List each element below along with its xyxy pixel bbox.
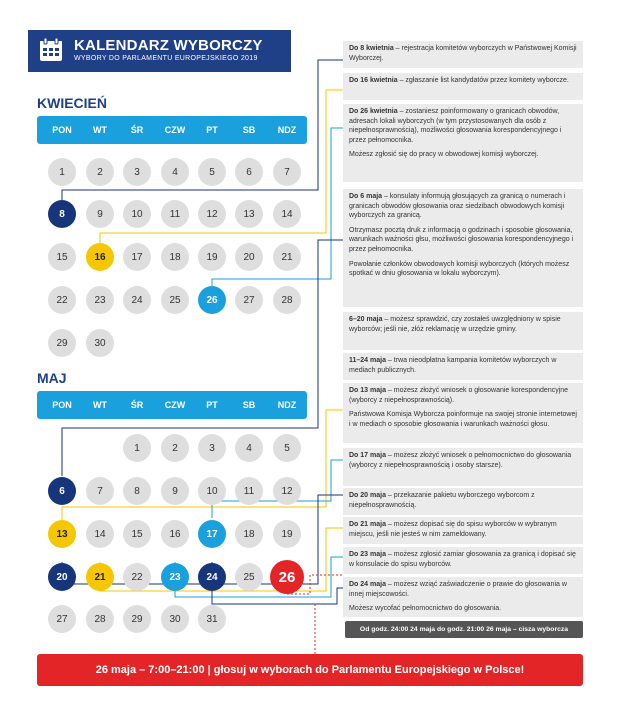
may-day: 22 <box>123 563 151 591</box>
weekday-wed: ŚR <box>130 125 144 135</box>
event-date: Do 13 maja <box>349 387 386 394</box>
event-text: – możesz zgłosić zamiar głosowania za granicą i dopisać się w konsulacie do spisu wyborców. <box>349 551 576 568</box>
april-day: 15 <box>48 243 76 271</box>
april-day: 30 <box>86 329 114 357</box>
may-day: 29 <box>123 605 151 633</box>
april-day: 3 <box>123 158 151 186</box>
april-day: 11 <box>161 200 189 228</box>
weekday-sun: NDZ <box>277 400 297 410</box>
april-day: 18 <box>161 243 189 271</box>
may-day: 4 <box>235 434 263 462</box>
may-day: 19 <box>273 520 301 548</box>
april-day: 12 <box>198 200 226 228</box>
april-day: 28 <box>273 286 301 314</box>
event-date: Do 23 maja <box>349 551 386 558</box>
weekday-thu: CZW <box>164 125 186 135</box>
election-silence-note: Od godz. 24:00 24 maja do godz. 21:00 26 maja – cisza wyborcza <box>345 621 583 638</box>
event-date: 11–24 maja <box>349 357 386 364</box>
may-day: 2 <box>161 434 189 462</box>
event-date: Do 20 maja <box>349 492 386 499</box>
weekday-fri: PT <box>206 125 218 135</box>
event-box <box>343 73 583 100</box>
may-day: 8 <box>123 477 151 505</box>
weekday-bar-april <box>37 116 307 144</box>
weekday-fri: PT <box>206 400 218 410</box>
may-day: 28 <box>86 605 114 633</box>
may-day: 27 <box>48 605 76 633</box>
april-day: 24 <box>123 286 151 314</box>
event-box <box>343 547 583 574</box>
event-extra: Otrzymasz pocztą druk z informacją o godzinach i sposobie głosowania, warunkach ważności głsu, możliwości głosowania korespondencyjnego i przez pełnomocnika. <box>349 226 574 253</box>
april-day: 25 <box>161 286 189 314</box>
event-date: Do 17 maja <box>349 452 386 459</box>
event-extra: Możesz wycofać pełnomocnictwo do głosowania. <box>349 605 502 613</box>
april-day: 21 <box>273 243 301 271</box>
event-date: Do 16 kwietnia <box>349 77 398 84</box>
event-box <box>343 353 583 380</box>
event-text: – możesz wziąć zaświadczenie o prawie do głosowania w innej miejscowości. <box>349 581 567 598</box>
may-day: 5 <box>273 434 301 462</box>
april-day: 10 <box>123 200 151 228</box>
event-text: – możesz złożyć wniosek o pełnomocnictwo do głosowania (wyborcy z niepełnosprawnością i osoby starsze). <box>349 452 572 469</box>
may-day: 20 <box>48 563 76 591</box>
may-day: 18 <box>235 520 263 548</box>
may-day: 3 <box>198 434 226 462</box>
weekday-tue: WT <box>93 125 107 135</box>
weekday-wed: ŚR <box>130 400 144 410</box>
may-day: 14 <box>86 520 114 548</box>
weekday-mon: PON <box>52 400 72 410</box>
may-day: 10 <box>198 477 226 505</box>
april-day: 14 <box>273 200 301 228</box>
event-box <box>343 383 583 443</box>
may-day: 25 <box>235 563 263 591</box>
event-date: Do 24 maja <box>349 581 386 588</box>
april-day: 1 <box>48 158 76 186</box>
event-extra: Państwowa Komisja Wyborcza poinformuje na swojej stronie internetowej i w mediach o sposobie głosowania i warunkach ważności głosu. <box>349 411 577 428</box>
month-april: KWIECIEŃ <box>37 95 107 111</box>
may-day: 1 <box>123 434 151 462</box>
month-may: MAJ <box>37 370 67 386</box>
event-text: – możesz dopisać się do spisu wyborców w wybranym miejscu, jeśli nie jesteś w nim zameldowany. <box>349 521 557 538</box>
may-day: 9 <box>161 477 189 505</box>
event-date: Do 26 kwietnia <box>349 108 398 115</box>
april-day: 17 <box>123 243 151 271</box>
weekday-sat: SB <box>242 400 256 410</box>
event-text: – konsulaty informują głosujących za granicą o numerach i granicach obwodów głosowania oraz siedzibach obwodowych komisji wyborczych za granicą. <box>349 193 566 220</box>
april-day: 4 <box>161 158 189 186</box>
may-day: 15 <box>123 520 151 548</box>
april-day: 26 <box>198 286 226 314</box>
event-date: Do 6 maja <box>349 193 383 200</box>
may-day: 17 <box>198 520 226 548</box>
event-extra: Powołanie członków obwodowych komisji wyborczych (których możesz spotkać w dniu głosowania w lokalu wyborczym). <box>349 260 570 278</box>
weekday-sat: SB <box>242 125 256 135</box>
may-day: 24 <box>198 563 226 591</box>
event-date: Do 21 maja <box>349 521 386 528</box>
event-text: – możesz złożyć wniosek o głosowanie korespondencyjne (wyborcy z niepełnosprawnością). <box>349 387 569 404</box>
event-box <box>343 488 583 515</box>
may-day: 13 <box>48 520 76 548</box>
april-day: 29 <box>48 329 76 357</box>
event-date: 6–20 maja <box>349 316 383 323</box>
april-day: 6 <box>235 158 263 186</box>
may-day: 30 <box>161 605 189 633</box>
event-text: – możesz sprawdzić, czy zostałeś uwzględniony w spisie wyborców; jeśli nie, złóż reklamację w urzędzie gminy. <box>349 316 561 333</box>
weekday-sun: NDZ <box>277 125 297 135</box>
event-text: – zgłaszanie list kandydatów przez komitety wyborcze. <box>397 77 569 84</box>
may-day: 12 <box>273 477 301 505</box>
april-day: 8 <box>48 200 76 228</box>
event-box <box>343 312 583 350</box>
may-day: 21 <box>86 563 114 591</box>
event-box <box>343 104 583 182</box>
weekday-mon: PON <box>52 125 72 135</box>
may-day: 16 <box>161 520 189 548</box>
april-day: 5 <box>198 158 226 186</box>
april-day: 19 <box>198 243 226 271</box>
april-day: 23 <box>86 286 114 314</box>
april-day: 7 <box>273 158 301 186</box>
header-title: KALENDARZ WYBORCZY <box>74 37 263 54</box>
april-day: 2 <box>86 158 114 186</box>
april-day: 9 <box>86 200 114 228</box>
election-day-banner: 26 maja – 7:00–21:00 | głosuj w wyborach do Parlamentu Europejskiego w Polsce! <box>37 654 583 686</box>
weekday-bar-may <box>37 391 307 419</box>
event-box <box>343 41 583 68</box>
event-text: – trwa nieodpłatna kampania komitetów wyborczych w mediach publicznych. <box>349 357 557 374</box>
event-text: – rejestracja komitetów wyborczych w Państwowej Komisji Wyborczej. <box>349 45 577 62</box>
may-day: 7 <box>86 477 114 505</box>
event-box <box>343 448 583 486</box>
event-date: Do 8 kwietnia <box>349 45 394 52</box>
april-day: 20 <box>235 243 263 271</box>
event-box <box>343 189 583 307</box>
may-day: 26 <box>270 560 304 594</box>
event-box <box>343 517 583 544</box>
april-day: 27 <box>235 286 263 314</box>
may-day: 6 <box>48 477 76 505</box>
may-day: 31 <box>198 605 226 633</box>
may-day: 23 <box>161 563 189 591</box>
event-extra: Możesz zgłosić się do pracy w obwodowej komisji wyborczej. <box>349 151 539 159</box>
weekday-tue: WT <box>93 400 107 410</box>
april-day: 13 <box>235 200 263 228</box>
header-subtitle: WYBORY DO PARLAMENTU EUROPEJSKIEGO 2019 <box>74 55 258 62</box>
april-day: 22 <box>48 286 76 314</box>
event-text: – przekazanie pakietu wyborczego wyborcom z niepełnosprawnością. <box>349 492 535 509</box>
april-day: 16 <box>86 243 114 271</box>
may-day: 11 <box>235 477 263 505</box>
event-text: – zostaniesz poinformowany o granicach obwodów, adresach lokali wyborczych (w tym przystosowanych dla osób z niepełnosprawnością), możliwości głosowania korespondencyjnego i przez pełnomocnika. <box>349 108 562 144</box>
event-box <box>343 577 583 617</box>
weekday-thu: CZW <box>164 400 186 410</box>
